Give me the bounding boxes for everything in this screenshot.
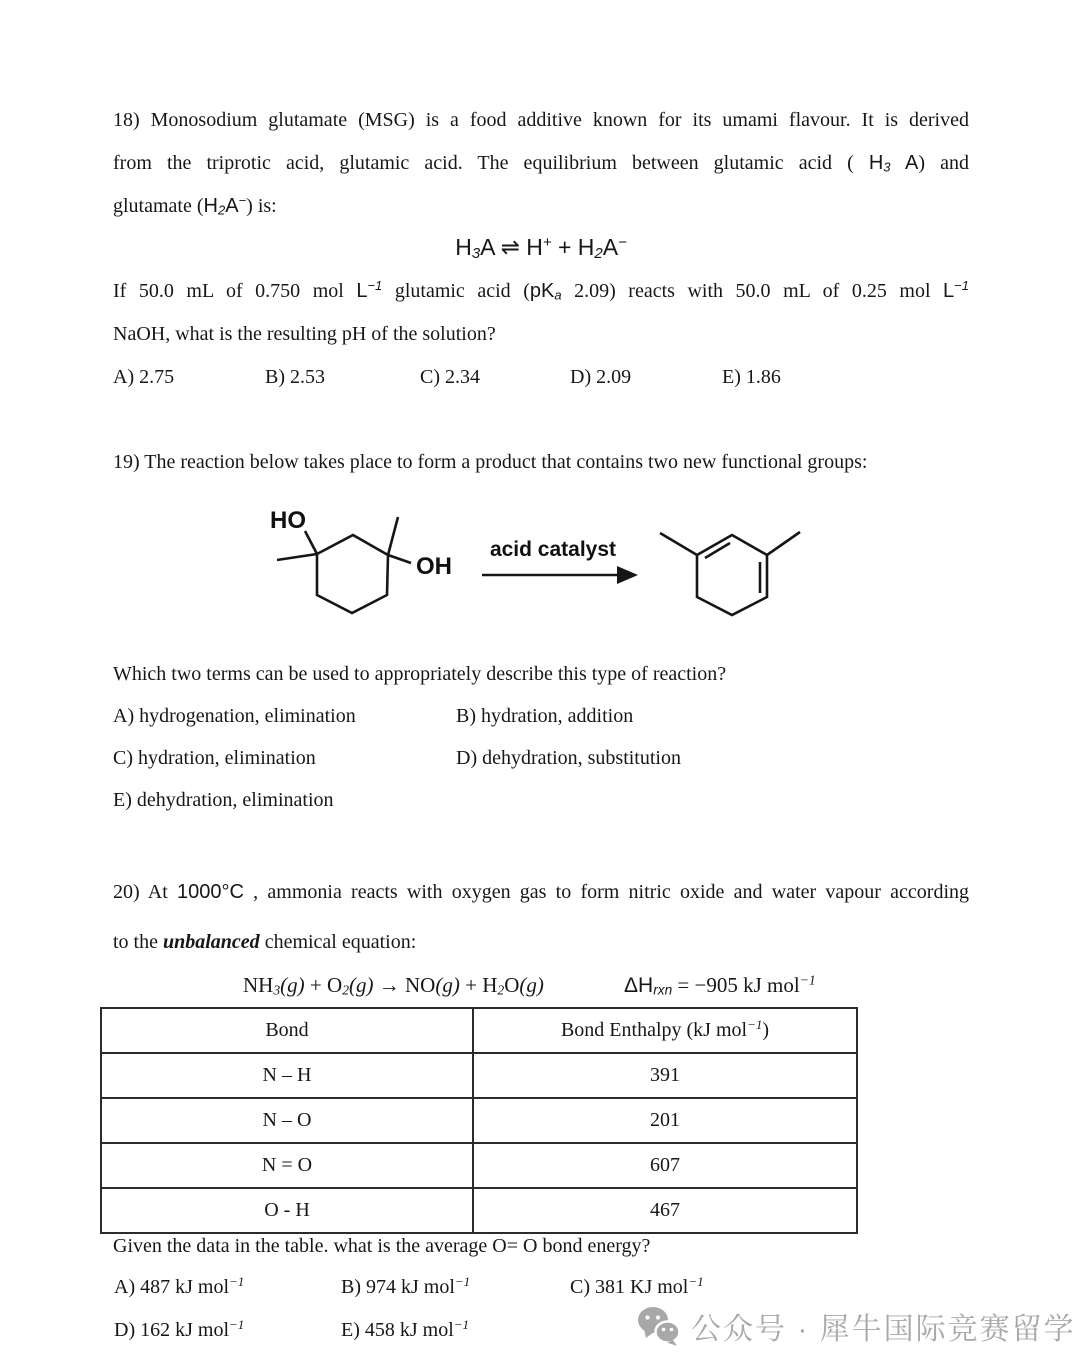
q18-option-a: A) 2.75 bbox=[113, 366, 175, 388]
q20-paragraph bbox=[113, 867, 969, 967]
enthalpy-cell: 607 bbox=[473, 1143, 857, 1188]
table-header-row bbox=[101, 1008, 857, 1053]
q18-line5-text: NaOH, what is the resulting pH of the solution? bbox=[113, 323, 496, 345]
q19-option-a: A) hydrogenation, elimination bbox=[113, 705, 356, 727]
enthalpy-cell: 201 bbox=[473, 1098, 857, 1143]
q20-unbalanced-emphasis: unbalanced bbox=[163, 931, 260, 953]
q19-title-text: 19) The reaction below takes place to form a product that contains two new functional groups: bbox=[113, 451, 868, 473]
acid-catalyst-label: acid catalyst bbox=[489, 538, 617, 561]
enthalpy-cell: 391 bbox=[473, 1053, 857, 1098]
arrowhead-icon bbox=[617, 566, 638, 584]
q18-line4-s3: 2.09) reacts with 50.0 mL of 0.25 mol bbox=[561, 280, 944, 302]
q19-question bbox=[113, 653, 969, 696]
q18-paragraph-2 bbox=[113, 270, 969, 356]
q20-equation-right bbox=[624, 964, 816, 1007]
q19-option-d: D) dehydration, substitution bbox=[456, 747, 681, 769]
q18-option-e: E) 1.86 bbox=[722, 366, 781, 388]
q20-line1 bbox=[113, 867, 969, 917]
q18-line3-pre: glutamate ( bbox=[113, 195, 204, 217]
q18-unit-L-1b: $L^{-1}$ bbox=[943, 277, 969, 302]
q20-enthalpy-value: = −905 kJ mol$^{-1}$ bbox=[672, 972, 816, 997]
watermark-text: 公众号 · 犀牛国际竞赛留学 bbox=[691, 1313, 1076, 1346]
q18-equilibrium-equation: $H_3A$ ⇌ $H^+ + H_2A^-$ bbox=[455, 233, 627, 262]
q20-chemical-equation bbox=[113, 964, 969, 1007]
q18-option-c: C) 2.34 bbox=[420, 366, 480, 388]
q20-question-text: Given the data in the table. what is the average O= O bond energy? bbox=[113, 1235, 651, 1257]
q18-option-b: B) 2.53 bbox=[265, 366, 325, 388]
q20-delta-h: $\Delta H_{rxn}$ bbox=[624, 974, 673, 998]
table-row bbox=[101, 1143, 857, 1188]
table-row bbox=[101, 1053, 857, 1098]
q19-options bbox=[113, 695, 969, 821]
q20-line2-post: chemical equation: bbox=[259, 931, 417, 953]
q18-pka: $pK_a$ bbox=[529, 280, 562, 303]
bond-cell: N = O bbox=[101, 1143, 473, 1188]
q18-line4-s1: If 50.0 mL of 0.750 mol bbox=[113, 280, 357, 302]
reaction-arrow bbox=[482, 538, 638, 584]
q20-line2 bbox=[113, 917, 969, 967]
q19-question-text: Which two terms can be used to appropriately describe this type of reaction? bbox=[113, 663, 727, 685]
q20-option-a: A) 487 kJ mol$^{-1}$ bbox=[114, 1273, 245, 1298]
wechat-icon bbox=[637, 1305, 681, 1347]
product-structure bbox=[660, 532, 800, 615]
watermark bbox=[637, 1304, 1076, 1348]
q19-title bbox=[113, 441, 969, 484]
q20-option-c: C) 381 KJ mol$^{-1}$ bbox=[570, 1273, 704, 1298]
q18-line5 bbox=[113, 313, 969, 356]
q18-line2-post: ) and bbox=[918, 152, 969, 174]
q20-option-e: E) 458 kJ mol$^{-1}$ bbox=[341, 1316, 470, 1341]
q18-line4 bbox=[113, 270, 969, 313]
q20-line2-pre: to the bbox=[113, 931, 163, 953]
q18-formula-h2a: $H_2A^-$ bbox=[203, 192, 247, 218]
ho-label: HO bbox=[270, 507, 306, 534]
q18-line1-text: 18) Monosodium glutamate (MSG) is a food additive known for its umami flavour. It is derived bbox=[113, 109, 969, 131]
q20-line1-s2: , ammonia reacts with oxygen gas to form nitric oxide and water vapour according bbox=[243, 881, 969, 903]
table-header-bond: Bond bbox=[101, 1008, 473, 1053]
q19-option-c: C) hydration, elimination bbox=[113, 747, 316, 769]
q18-option-d: D) 2.09 bbox=[570, 366, 632, 388]
q18-formula-h3a: $H_3$ A bbox=[868, 152, 919, 175]
q20-question bbox=[113, 1226, 969, 1266]
enthalpy-cell: 467 bbox=[473, 1188, 857, 1233]
q18-line2 bbox=[113, 142, 969, 185]
q19-option-e: E) dehydration, elimination bbox=[113, 789, 334, 811]
bond-cell: N – H bbox=[101, 1053, 473, 1098]
q18-line1 bbox=[113, 99, 969, 142]
table-header-enthalpy: Bond Enthalpy (kJ mol$^{-1}$) bbox=[473, 1008, 857, 1053]
q18-line2-pre: from the triprotic acid, glutamic acid. The equilibrium between glutamic acid ( bbox=[113, 152, 869, 174]
q18-unit-L-1: $L^{-1}$ bbox=[356, 277, 383, 302]
q20-option-d: D) 162 kJ mol$^{-1}$ bbox=[114, 1316, 245, 1341]
q20-option-b: B) 974 kJ mol$^{-1}$ bbox=[341, 1273, 471, 1298]
q20-temperature: 1000°C bbox=[177, 881, 244, 903]
q19-option-b: B) hydration, addition bbox=[456, 705, 634, 727]
bond-cell: N – O bbox=[101, 1098, 473, 1143]
oh-label: OH bbox=[416, 553, 452, 580]
reactant-structure bbox=[270, 507, 452, 613]
q20-equation-left: $NH_3(g) + O_2(g) \to NO(g) + H_2O(g)$ bbox=[243, 973, 544, 998]
table-row bbox=[101, 1098, 857, 1143]
bond-enthalpy-table bbox=[100, 1007, 858, 1234]
bond-cell: O - H bbox=[101, 1188, 473, 1233]
q18-line4-s2: glutamic acid ( bbox=[382, 280, 530, 302]
q18-line3 bbox=[113, 185, 969, 228]
q18-options bbox=[113, 356, 969, 399]
q18-paragraph bbox=[113, 99, 969, 228]
q18-line3-post: ) is: bbox=[246, 195, 277, 217]
q20-line1-s1: 20) At bbox=[113, 881, 178, 903]
q19-reaction-scheme bbox=[260, 500, 820, 630]
